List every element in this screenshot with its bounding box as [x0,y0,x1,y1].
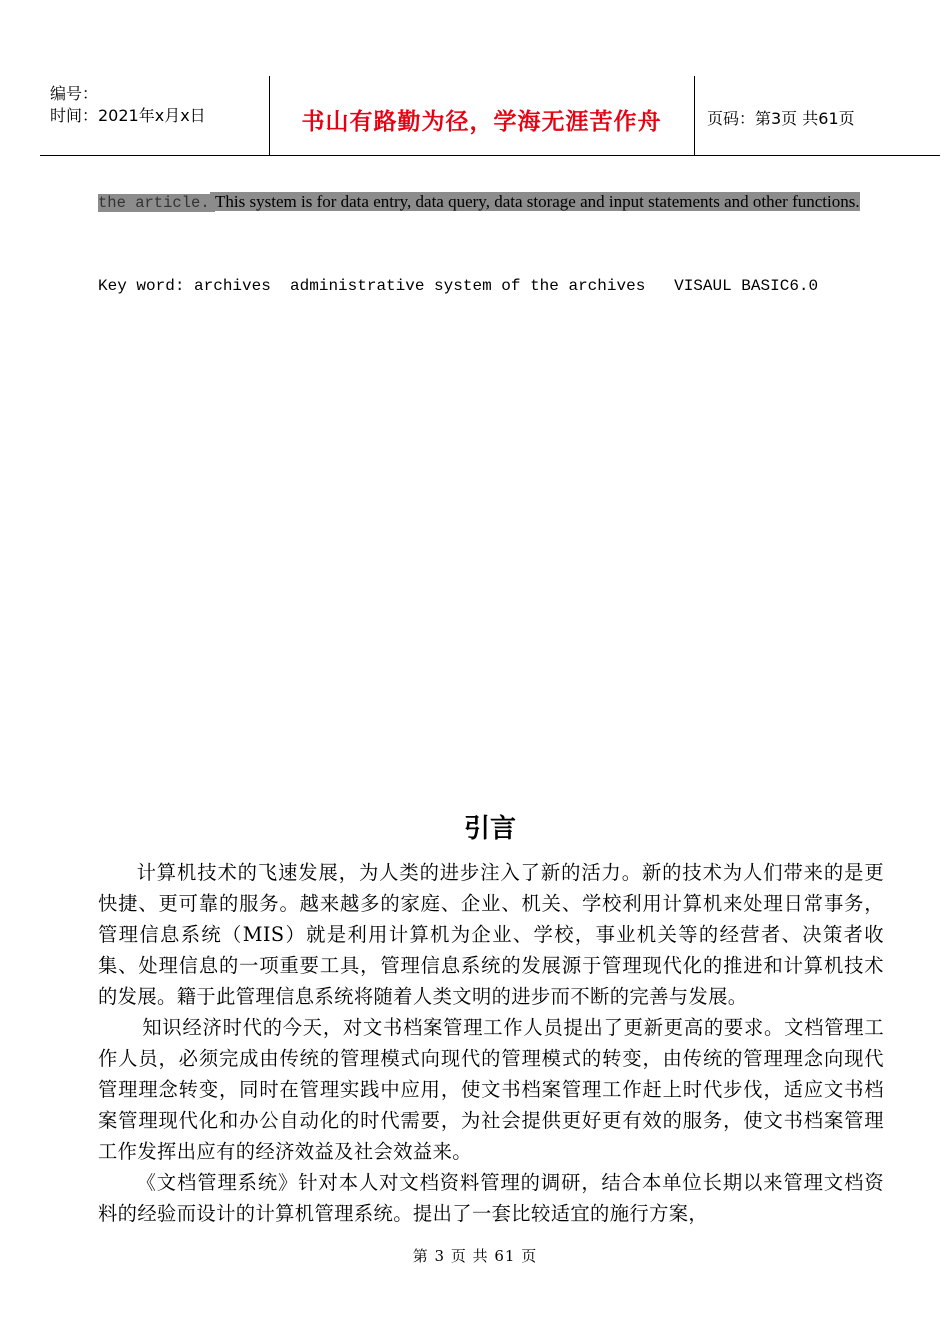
header-page-cell [695,76,940,155]
paragraph: 计算机技术的飞速发展，为人类的进步注入了新的活力。新的技术为人们带来的是更快捷、更可靠的服务。越来越多的家庭、企业、机关、学校利用计算机来处理日常事务，管理信息系统（MIS）就是利用计算机为企业、学校，事业机关等的经营者、决策者收集、处理信息的一项重要工具，管理信息系统的发展源于管理现代化的推进和计算机技术的发展。籍于此管理信息系统将随着人类文明的进步而不断的完善与发展。 [98,861,884,1008]
keywords-line: Key word: archives administrative system of the archives VISAUL BASIC6.0 [98,277,819,295]
serial-label: 编号： [50,84,99,103]
abstract-tail-mono: the article. [98,194,210,212]
header-motto: 书山有路勤为径，学海无涯苦作舟 [301,109,662,135]
page-header [40,76,940,156]
header-page-info: 页码：第3页 共61页 [707,109,855,128]
page-footer: 第 3 页 共 61 页 [412,1247,538,1265]
paragraph: 《文档管理系统》针对本人对文档资料管理的调研，结合本单位长期以来管理文档资料的经验而设计的计算机管理系统。提出了一套比较适宜的施行方案， [98,1171,884,1225]
header-meta-cell [40,76,270,155]
section-body [98,857,884,1229]
abstract-tail-text: This system is for data entry, data query, data storage and input statements and other functions. [215,192,860,211]
paragraph: 知识经济时代的今天，对文书档案管理工作人员提出了更新更高的要求。文档管理工作人员，必须完成由传统的管理模式向现代的管理模式的转变，由传统的管理理念向现代管理理念转变，同时在管理实践中应用，使文书档案管理工作赶上时代步伐，适应文书档案管理现代化和办公自动化的时代需要，为社会提供更好更有效的服务，使文书档案管理工作发挥出应有的经济效益及社会效益来。 [98,1016,884,1163]
header-motto-cell [269,76,695,155]
date-label: 时间：2021年x月x日 [50,106,206,125]
section-title: 引言 [463,814,516,844]
abstract-tail [98,188,884,217]
